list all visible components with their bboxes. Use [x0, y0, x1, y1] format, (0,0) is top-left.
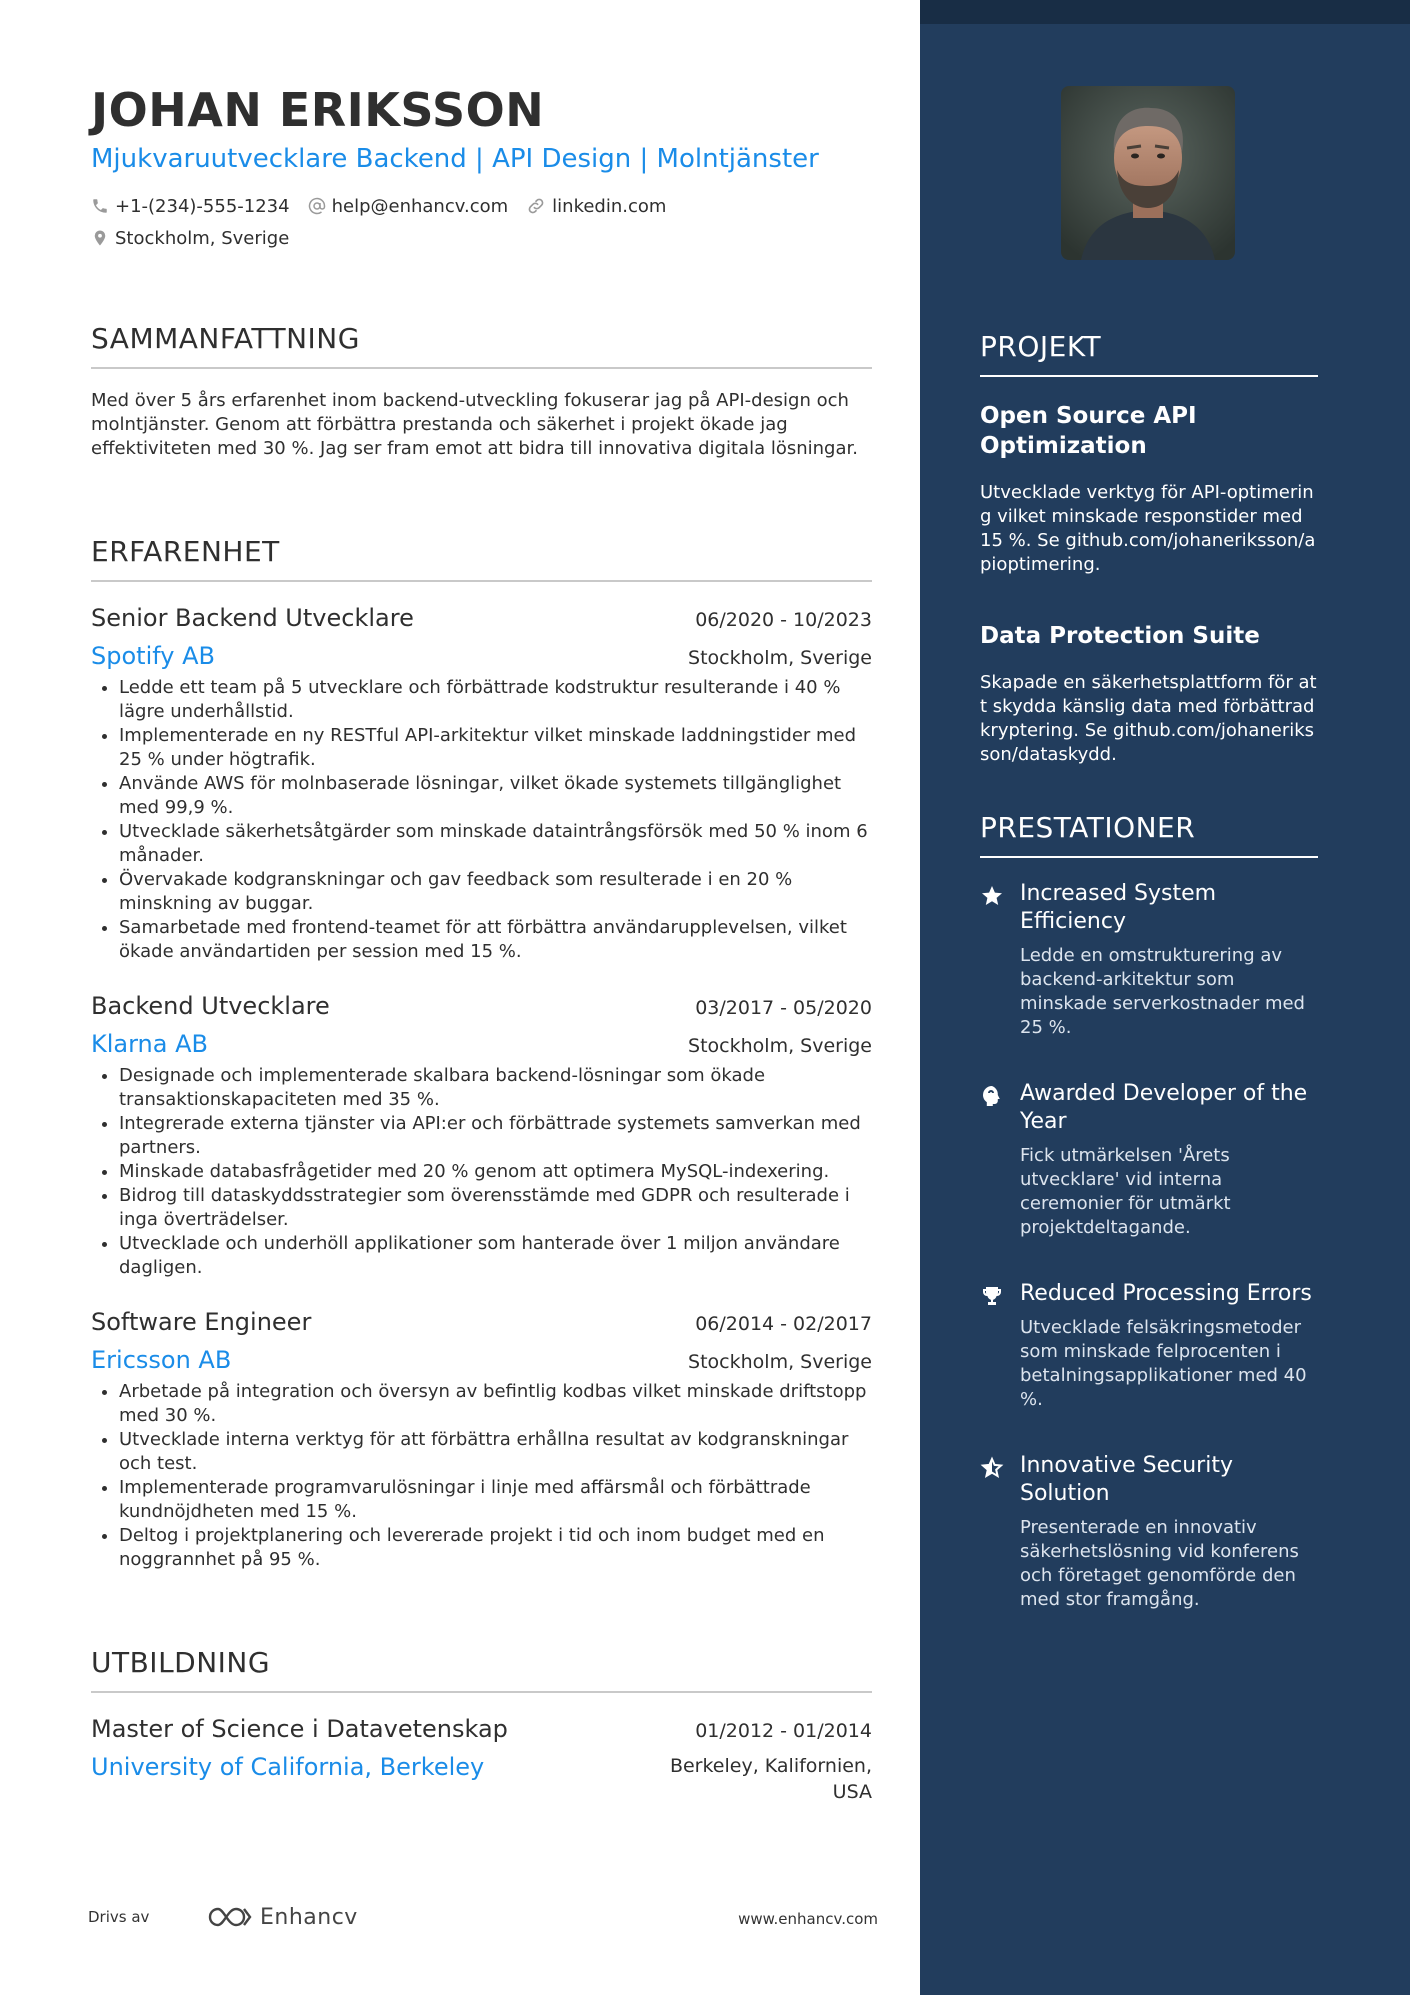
job-bullet: • Utvecklade interna verktyg för att förbättra erhållna resultat av kodgranskningar och test.: [119, 1428, 872, 1476]
project-title: Data Protection Suite: [980, 623, 1260, 649]
brain-icon: [980, 1084, 1004, 1108]
link-icon: [526, 196, 546, 216]
star-half-icon: [980, 1456, 1004, 1480]
profile-photo: [1061, 86, 1235, 260]
sidebar-content: [980, 330, 1318, 1652]
phone-icon: [91, 197, 109, 215]
main-column: [91, 80, 872, 1805]
projects-list: [980, 401, 1318, 767]
job-dates: 03/2017 - 05/2020: [695, 997, 872, 1019]
job-title: Senior Backend Utvecklare: [91, 604, 414, 632]
achievement-description: Ledde en omstrukturering av backend-arkitektur som minskade serverkostnader med 25 %.: [1020, 945, 1305, 1038]
education-location: Berkeley, Kalifornien, USA: [669, 1755, 872, 1803]
job-bullet: • Implementerade en ny RESTful API-arkitektur vilket minskade laddningstider med 25 % under högtrafik.: [119, 724, 872, 772]
location-text: Stockholm, Sverige: [115, 227, 290, 249]
job-bullets: [91, 1064, 872, 1280]
job-bullet: • Arbetade på integration och översyn av befintlig kodbas vilket minskade driftstopp med 30 %.: [119, 1380, 872, 1428]
powered-by-label: Drivs av: [88, 1908, 150, 1926]
job-bullet: • Implementerade programvarulösningar i linje med affärsmål och förbättrade kundnöjdheten med 15 %.: [119, 1476, 872, 1524]
project-description: Skapade en säkerhetsplattform för att skydda känslig data med förbättrad kryptering. Se github.com/johaneriksson/dataskydd.: [980, 672, 1317, 765]
job-bullet: • Använde AWS för molnbaserade lösningar, vilket ökade systemets tillgänglighet med 99,9 %.: [119, 772, 872, 820]
job-title: Backend Utvecklare: [91, 992, 330, 1020]
summary-text: Med över 5 års erfarenhet inom backend-utveckling fokuserar jag på API-design och molntjänster. Genom att förbättra prestanda och säkerhet i projekt ökade jag effektiviteten med 30 %. Jag ser fram emot att bidra till innovativa digitala lösningar.: [91, 390, 858, 459]
job-bullets: [91, 1380, 872, 1572]
achievement-title: Increased System Efficiency: [1020, 881, 1217, 934]
enhancv-logo[interactable]: [206, 1904, 358, 1930]
education-heading: UTBILDNING: [91, 1646, 872, 1693]
job-bullet: • Utvecklade säkerhetsåtgärder som minskade dataintrångsförsök med 50 % inom 6 månader.: [119, 820, 872, 868]
job-bullet: • Ledde ett team på 5 utvecklare och förbättrade kodstruktur resulterande i 40 % lägre underhållstid.: [119, 676, 872, 724]
project-description: Utvecklade verktyg för API-optimering vilket minskade responstider med 15 %. Se github.com/johaneriksson/apioptimering.: [980, 482, 1316, 575]
job-location: Stockholm, Sverige: [688, 1035, 872, 1057]
job-dates: 06/2014 - 02/2017: [695, 1313, 872, 1335]
job-location: Stockholm, Sverige: [688, 647, 872, 669]
sidebar: [920, 0, 1410, 1995]
summary-heading: SAMMANFATTNING: [91, 322, 872, 369]
contact-linkedin[interactable]: [526, 196, 666, 217]
trophy-icon: [980, 1284, 1004, 1308]
contact-location: [91, 228, 289, 249]
job-company: Klarna AB: [91, 1030, 208, 1058]
project-item: [980, 621, 1318, 767]
job-entry: [91, 1308, 872, 1572]
job-location: Stockholm, Sverige: [688, 1351, 872, 1373]
summary-section: [91, 322, 872, 461]
achievements-list: [980, 880, 1318, 1612]
enhancv-logo-icon: [206, 1904, 254, 1930]
job-entry: [91, 604, 872, 964]
candidate-name: JOHAN ERIKSSON: [91, 83, 545, 137]
job-bullet: • Övervakade kodgranskningar och gav feedback som resulterade i en 20 % minskning av buggar.: [119, 868, 872, 916]
experience-section: [91, 535, 872, 1572]
linkedin-text[interactable]: linkedin.com: [552, 195, 667, 217]
contact-email[interactable]: [308, 196, 509, 217]
projects-heading: PROJEKT: [980, 330, 1318, 377]
job-bullet: • Designade och implementerade skalbara backend-lösningar som ökade transaktionskapaciteten med 35 %.: [119, 1064, 872, 1112]
job-title: Software Engineer: [91, 1308, 312, 1336]
job-bullet: • Minskade databasfrågetider med 20 % genom att optimera MySQL-indexering.: [119, 1160, 872, 1184]
candidate-subtitle: Mjukvaruutvecklare Backend | API Design | Molntjänster: [91, 144, 819, 174]
achievement-description: Presenterade en innovativ säkerhetslösning vid konferens och företaget genomförde den med stor framgång.: [1020, 1517, 1299, 1610]
job-entry: [91, 992, 872, 1280]
achievement-item: [980, 1452, 1318, 1612]
achievement-title: Reduced Processing Errors: [1020, 1281, 1312, 1306]
email-text[interactable]: help@enhancv.com: [331, 195, 509, 217]
job-bullet: • Utvecklade och underhöll applikationer som hanterade över 1 miljon användare dagligen.: [119, 1232, 872, 1280]
job-bullet: • Samarbetade med frontend-teamet för att förbättra användarupplevelsen, vilket ökade användartiden per session med 15 %.: [119, 916, 872, 964]
footer: [88, 1900, 878, 1940]
footer-url[interactable]: www.enhancv.com: [738, 1910, 878, 1928]
job-bullet: • Bidrog till dataskyddsstrategier som överensstämde med GDPR och resulterade i inga överträdelser.: [119, 1184, 872, 1232]
achievement-description: Fick utmärkelsen 'Årets utvecklare' vid interna ceremonier för utmärkt projektdeltagande.: [1020, 1145, 1231, 1238]
achievement-description: Utvecklade felsäkringsmetoder som minskade felprocenten i betalningsapplikationer med 40 %.: [1020, 1317, 1307, 1410]
education-dates: 01/2012 - 01/2014: [695, 1720, 872, 1742]
location-pin-icon: [91, 228, 109, 248]
job-bullet: • Deltog i projektplanering och levererade projekt i tid och inom budget med en noggrannhet på 95 %.: [119, 1524, 872, 1572]
project-item: [980, 401, 1318, 577]
job-bullet: • Integrerade externa tjänster via API:er och förbättrade systemets samverkan med partners.: [119, 1112, 872, 1160]
school-name: University of California, Berkeley: [91, 1753, 485, 1781]
achievement-item: [980, 1080, 1318, 1240]
sidebar-top-bar: [920, 0, 1410, 24]
education-section: [91, 1646, 872, 1805]
achievement-title: Awarded Developer of the Year: [1020, 1081, 1308, 1134]
brand-name: Enhancv: [260, 1904, 358, 1930]
contact-phone: [91, 196, 290, 217]
achievement-title: Innovative Security Solution: [1020, 1453, 1233, 1506]
project-title: Open Source API Optimization: [980, 403, 1197, 459]
job-company: Ericsson AB: [91, 1346, 232, 1374]
education-entry: [91, 1715, 872, 1805]
job-company: Spotify AB: [91, 642, 215, 670]
at-icon: [308, 197, 326, 215]
achievement-item: [980, 880, 1318, 1040]
achievements-heading: PRESTATIONER: [980, 811, 1318, 858]
degree-title: Master of Science i Datavetenskap: [91, 1715, 508, 1743]
job-bullets: [91, 676, 872, 964]
star-icon: [980, 884, 1004, 908]
achievement-item: [980, 1280, 1318, 1412]
experience-heading: ERFARENHET: [91, 535, 872, 582]
contact-info: [91, 190, 872, 254]
job-dates: 06/2020 - 10/2023: [695, 609, 872, 631]
phone-text: +1-(234)-555-1234: [115, 195, 290, 217]
